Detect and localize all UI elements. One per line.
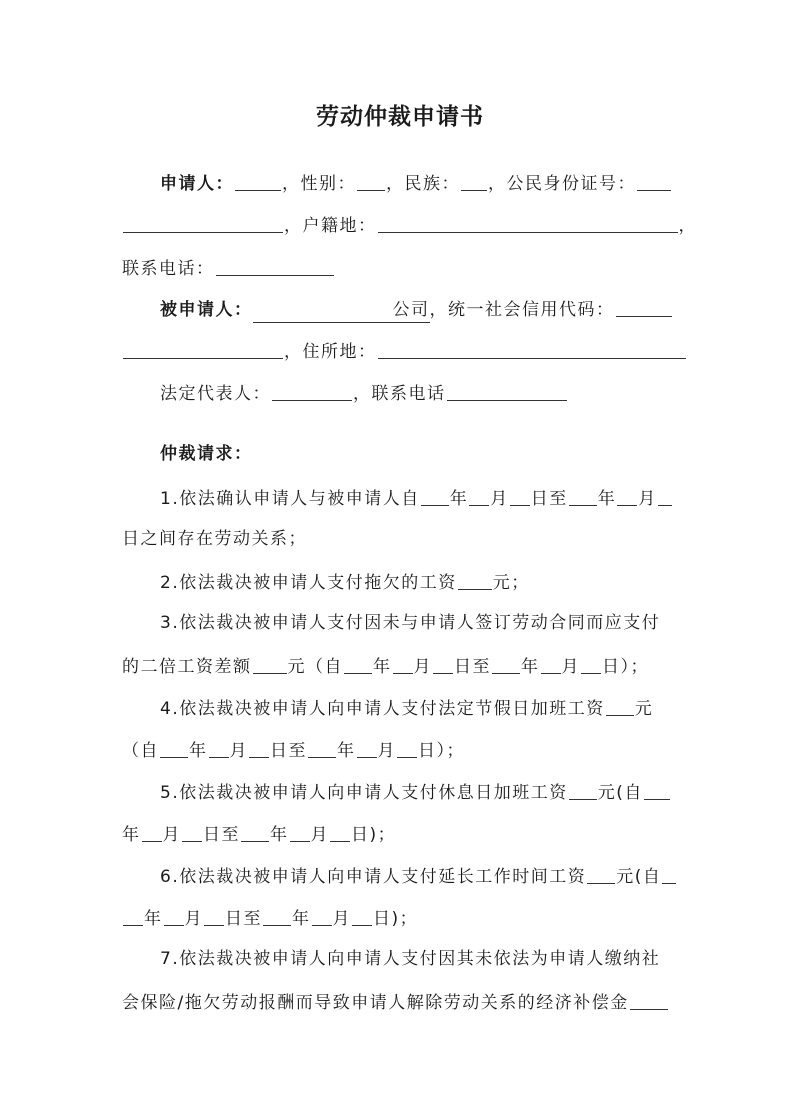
blank[interactable] [142,823,162,842]
unit-to: 日至 [454,657,491,677]
blank[interactable] [330,823,350,842]
credit-code-blank-2[interactable] [123,340,283,359]
claim-3-text: 3.依法裁决被申请人支付因未与申请人签订劳动合同而应支付 [160,613,661,633]
claims-heading: 仲裁请求： [160,444,253,464]
claim-4-text-2: （自 [122,741,159,761]
claim-3-line-2 [122,653,649,679]
blank[interactable] [458,571,492,590]
applicant-phone-blank[interactable] [216,257,334,276]
blank[interactable] [308,739,336,758]
id-number-label: ，公民身份证号： [488,174,636,194]
blank[interactable] [164,907,184,926]
blank[interactable] [630,991,668,1010]
unit-month: 月 [310,825,329,845]
blank[interactable] [569,781,597,800]
blank[interactable] [587,865,615,884]
unit-end: 日）； [602,657,649,677]
blank[interactable] [541,655,561,674]
unit-year: 年 [337,741,356,761]
unit-year: 年 [449,489,469,509]
claim-6-text: 6.依法裁决被申请人向申请人支付延长工作时间工资 [160,867,587,887]
claim-1-text-end: 日之间存在劳动关系； [122,529,307,549]
blank[interactable] [581,655,601,674]
address-blank[interactable] [378,340,686,359]
blank[interactable] [249,739,269,758]
blank[interactable] [253,655,287,674]
respondent-company[interactable]: 公司 [253,298,430,323]
blank[interactable] [644,781,670,800]
claim-6-line-2 [122,905,418,931]
household-blank[interactable] [378,214,678,233]
blank[interactable] [160,739,188,758]
respondent-phone-blank[interactable] [447,382,567,401]
unit-year: 年 [270,825,289,845]
claim-1-text: 1.依法确认申请人与被申请人自 [160,489,420,509]
id-number-blank-1[interactable] [637,172,671,191]
household-label: ，户籍地： [284,216,377,236]
ethnicity-label: ，民族： [386,174,460,194]
blank[interactable] [421,487,449,506]
claim-4-line-2 [122,737,465,763]
blank[interactable] [204,907,224,926]
blank[interactable] [241,823,269,842]
unit-end: 日）； [418,741,465,761]
address-label: ，住所地： [284,342,377,362]
blank[interactable] [617,487,637,506]
blank[interactable] [182,823,202,842]
unit-month: 月 [229,741,248,761]
respondent-line-2 [122,338,687,364]
unit-to: 日至 [270,741,307,761]
respondent-phone-label: ，联系电话 [353,384,446,404]
blank[interactable] [393,655,413,674]
claim-7-line-2 [122,989,669,1015]
unit-month: 月 [638,489,657,509]
legal-rep-label: 法定代表人： [160,384,271,404]
ethnicity-blank[interactable] [461,172,487,191]
applicant-line-3 [122,255,335,281]
respondent-label: 被申请人： [160,300,253,320]
unit-month: 月 [332,909,351,929]
claim-2-text: 2.依法裁决被申请人支付拖欠的工资 [160,573,457,593]
unit-year: 年 [521,657,540,677]
applicant-phone-label: 联系电话： [122,259,215,279]
credit-code-blank-1[interactable] [616,298,672,317]
claim-4-line-1 [160,695,653,721]
blank[interactable] [510,487,530,506]
claim-7-text-2: 会保险/拖欠劳动报酬而导致申请人解除劳动关系的经济补偿金 [122,993,629,1013]
unit-end: 日)； [351,825,397,845]
blank[interactable] [357,739,377,758]
claim-4-text: 4.依法裁决被申请人向申请人支付法定节假日加班工资 [160,699,605,719]
blank[interactable] [492,655,520,674]
id-number-blank-2[interactable] [123,214,283,233]
claim-5-text: 5.依法裁决被申请人向申请人支付休息日加班工资 [160,783,568,803]
applicant-line-1 [160,170,672,196]
unit-month: 月 [162,825,181,845]
legal-rep-blank[interactable] [272,382,352,401]
claim-1-line-2 [122,527,307,551]
unit-month: 月 [561,657,580,677]
blank[interactable] [209,739,229,758]
blank[interactable] [290,823,310,842]
blank[interactable] [606,697,634,716]
unit-year: 年 [292,909,311,929]
blank[interactable] [662,865,676,884]
unit-end: 日)； [373,909,419,929]
unit-to: 日至 [225,909,262,929]
unit-year: 年 [597,489,617,509]
applicant-line-2 [122,212,697,238]
unit-year: 年 [144,909,163,929]
blank[interactable] [469,487,489,506]
applicant-label: 申请人： [160,174,234,194]
credit-code-label: ，统一社会信用代码： [429,300,615,320]
unit-month: 月 [184,909,203,929]
claim-7-text: 7.依法裁决被申请人向申请人支付因其未依法为申请人缴纳社 [160,949,661,969]
claim-6-unit: 元(自 [616,867,662,887]
claim-5-line-1 [160,779,671,805]
claim-2-unit: 元； [492,573,530,593]
blank[interactable] [352,907,372,926]
unit-year: 年 [122,825,141,845]
applicant-name-blank[interactable] [235,172,281,191]
blank[interactable] [123,907,143,926]
unit-month: 月 [490,489,509,509]
respondent-line-3 [160,380,568,406]
unit-month: 月 [413,657,432,677]
blank[interactable] [569,487,597,506]
gender-blank[interactable] [357,172,385,191]
unit-month: 月 [377,741,396,761]
unit-to: 日至 [203,825,240,845]
gender-label: ，性别： [282,174,356,194]
claim-4-unit: 元 [634,699,654,719]
blank[interactable] [344,655,372,674]
claim-5-line-2 [122,821,396,847]
claim-5-unit: 元(自 [597,783,643,803]
claim-3-line-1 [160,611,660,635]
claim-7-line-1 [160,947,660,971]
unit-year: 年 [189,741,208,761]
blank[interactable] [433,655,453,674]
claim-2 [160,569,530,595]
unit-year: 年 [373,657,392,677]
document-title: 劳动仲裁申请书 [316,103,484,130]
unit-to: 日至 [530,489,568,509]
blank[interactable] [397,739,417,758]
blank[interactable] [658,487,672,506]
claim-3-text-2: 的二倍工资差额 [122,657,252,677]
respondent-line-1 [160,296,673,323]
claim-3-text-3: 元（自 [287,657,343,677]
comma: ， [678,216,697,236]
claim-1-line-1 [160,485,673,511]
claim-6-line-1 [160,863,677,889]
blank[interactable] [312,907,332,926]
blank[interactable] [263,907,291,926]
